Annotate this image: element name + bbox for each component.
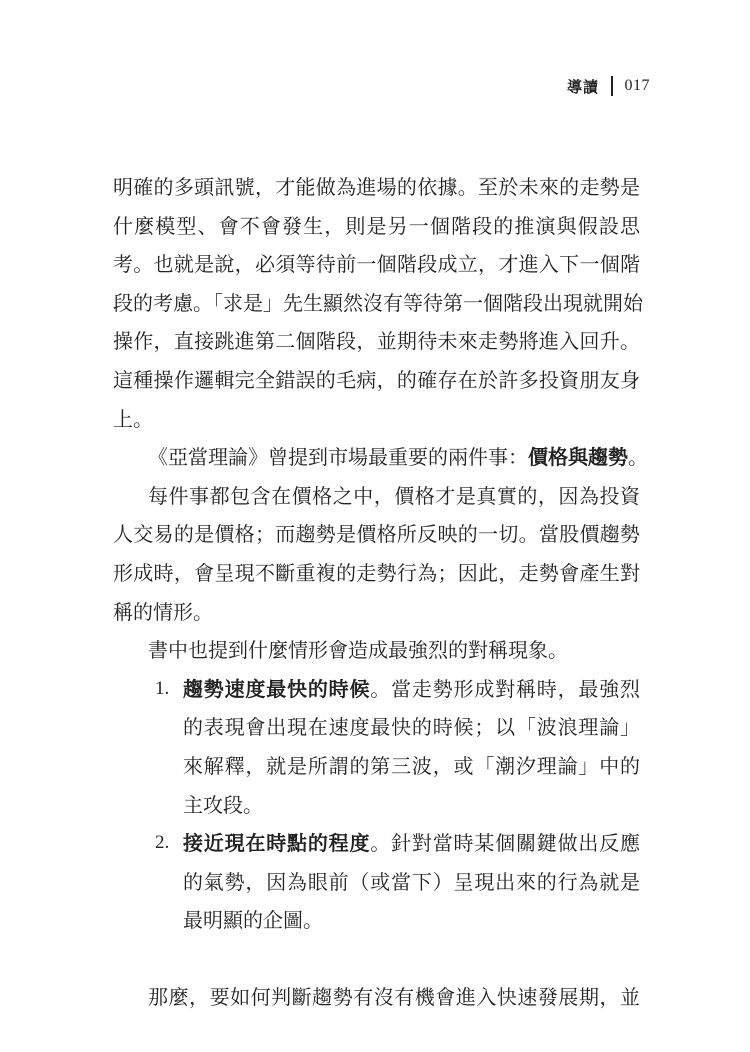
text-line: 稱的情形。 (113, 599, 213, 624)
text-line: 什麼模型、會不會發生，則是另一個階段的推演與假設思 (113, 213, 640, 238)
text-line: 明確的多頭訊號，才能做為進場的依據。至於未來的走勢是 (113, 175, 640, 199)
text-line: 的氣勢，因為眼前（或當下）呈現出來的行為就是 (183, 869, 640, 894)
list-item-heading: 接近現在時點的程度 (183, 831, 371, 856)
text-line: 的表現會出現在速度最快的時候；以「波浪理論」 (183, 715, 640, 740)
text-run: 。當走勢形成對稱時，最強烈 (370, 676, 641, 701)
text-run: 。針對當時某個關鍵做出反應 (370, 831, 641, 856)
list-item-first-line (113, 824, 640, 863)
text-line: 人交易的是價格；而趨勢是價格所反映的一切。當股價趨勢 (113, 522, 640, 547)
text-line: 段的考慮。「求是」先生顯然沒有等待第一個階段出現就開始 (113, 290, 643, 315)
text-line: 操作，直接跳進第二個階段，並期待未來走勢將進入回升。 (113, 329, 640, 354)
page-number: 017 (624, 77, 650, 94)
paragraph-gap (113, 940, 640, 978)
paragraph-5: 那麼，要如何判斷趨勢有沒有機會進入快速發展期，並 (148, 984, 640, 1009)
text-run: 。 (628, 445, 648, 470)
text-line: 主攻段。 (183, 792, 263, 817)
running-header (567, 76, 650, 96)
text-line: 這種操作邏輯完全錯誤的毛病，的確存在於許多投資朋友身 (113, 367, 640, 392)
paragraph-3 (113, 477, 640, 631)
text-line: 考。也就是說，必須等待前一個階段成立，才進入下一個階 (113, 252, 640, 277)
numbered-list (113, 670, 640, 940)
list-item (113, 670, 640, 824)
list-item (113, 824, 640, 940)
list-item-first-line (113, 670, 640, 709)
section-title: 導讀 (566, 77, 599, 96)
text-line: 形成時，會呈現不斷重複的走勢行為；因此，走勢會產生對 (113, 560, 640, 585)
page-body (113, 168, 648, 1016)
list-item-heading: 趨勢速度最快的時候 (183, 676, 371, 701)
paragraph-1 (113, 168, 643, 438)
text-line: 上。 (113, 406, 153, 431)
text-run: 《亞當理論》曾提到市場最重要的兩件事： (148, 445, 528, 470)
list-number: 2. (155, 832, 170, 854)
paragraph-2 (113, 438, 648, 477)
text-line: 來解釋，就是所謂的第三波，或「潮汐理論」中的 (183, 753, 640, 778)
text-line: 每件事都包含在價格之中，價格才是真實的，因為投資 (148, 483, 640, 508)
paragraph-4: 書中也提到什麼情形會造成最強烈的對稱現象。 (148, 638, 568, 663)
header-divider (611, 76, 613, 96)
list-number: 1. (155, 677, 170, 699)
emphasis-text: 價格與趨勢 (528, 445, 628, 470)
text-line: 最明顯的企圖。 (183, 908, 323, 933)
